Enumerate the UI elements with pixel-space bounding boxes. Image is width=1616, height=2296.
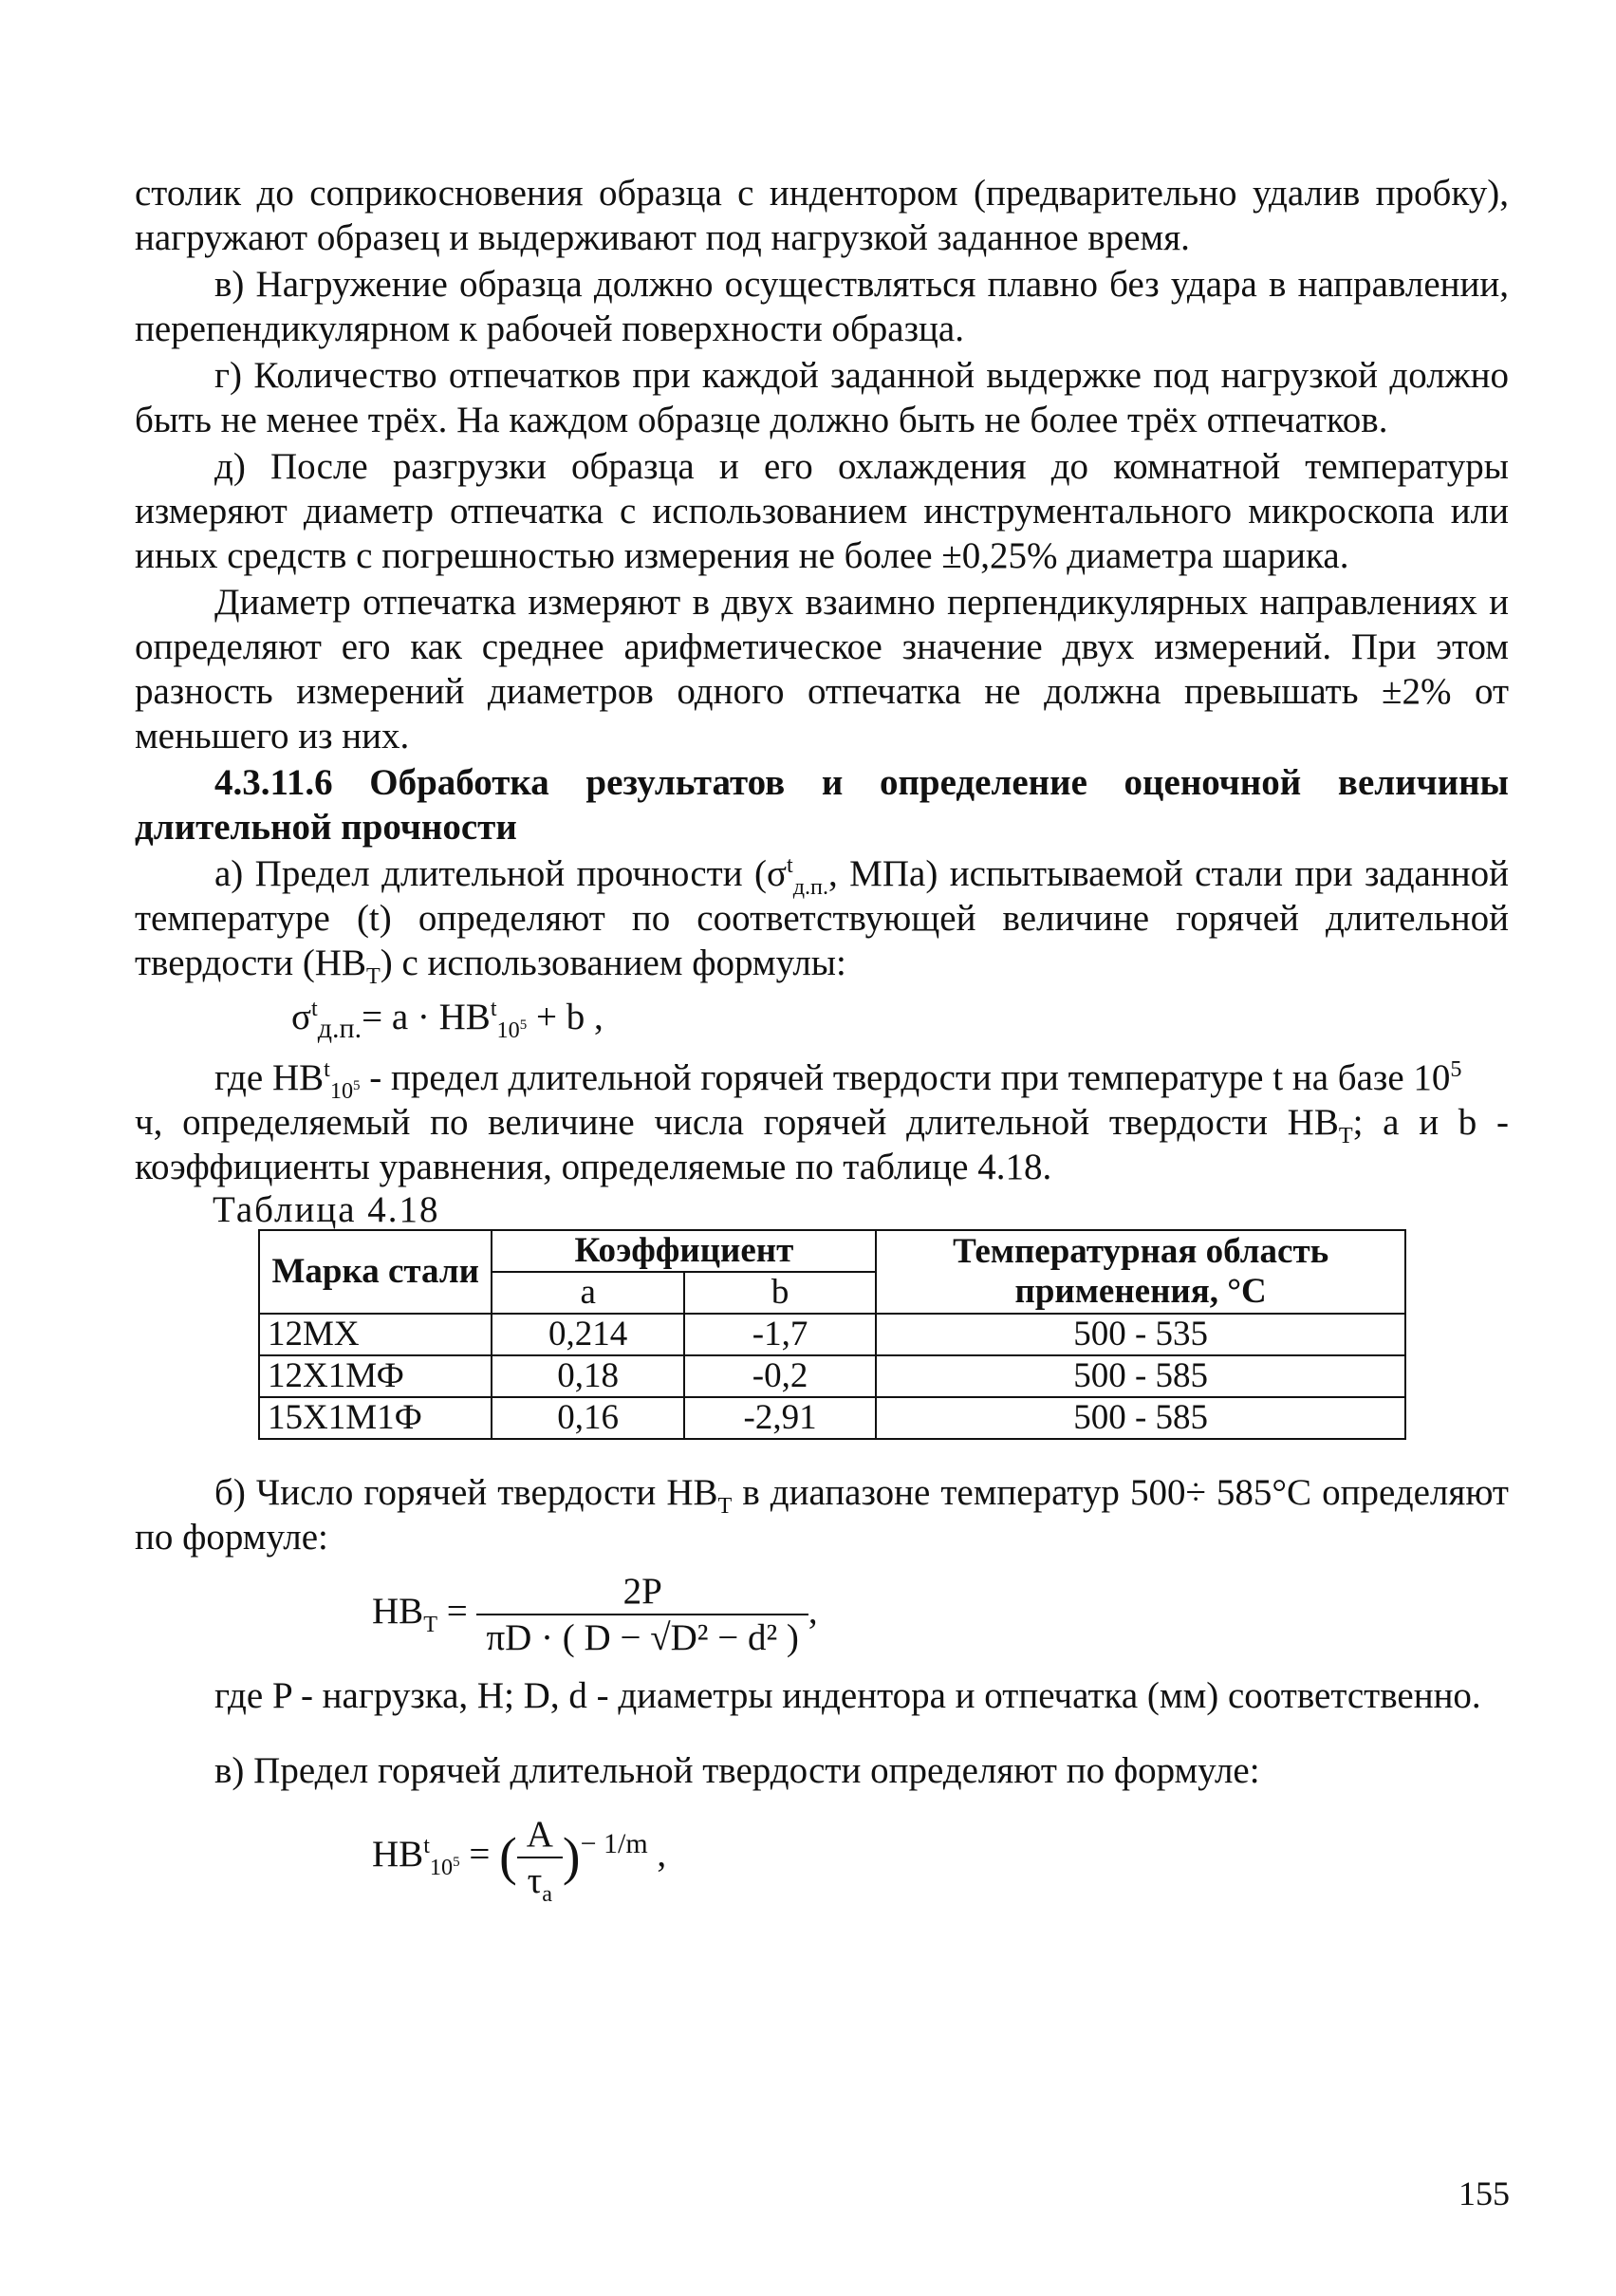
paragraph-continuation: столик до соприкосновения образца с индентором (предварительно удалив пробку), нагружают образец и выдерживают под нагрузкой заданное время. <box>135 173 1509 258</box>
paragraph-where-hb-cont: ч, определяемый по величине числа горячей длительной твердости $HB_T$; a и b - коэффициенты уравнения, определяемые по таблице 4.18. <box>135 1102 1509 1187</box>
paragraph-item-g: г) Количество отпечатков при каждой заданной выдержке под нагрузкой должно быть не менее трёх. На каждом образце должно быть не более трёх отпечатков. <box>135 355 1509 440</box>
paragraph-where-hb: где $HB^t_{10^5}$ - предел длительной горячей твердости при температуре t на базе $10^5$ <box>214 1056 1462 1104</box>
section-heading: 4.3.11.6 Обработка результатов и определение оценочной величины длительной прочности <box>135 762 1509 848</box>
page-body <box>135 171 1509 1926</box>
table-row: 15Х1М1Ф 0,16 -2,91 500 - 585 <box>259 1397 1405 1439</box>
header-coefficient: Коэффициент <box>492 1230 876 1272</box>
paragraph-where-p: где P - нагрузка, Н; D, d - диаметры индентора и отпечатка (мм) соответственно. <box>214 1675 1481 1716</box>
header-a: a <box>492 1272 683 1314</box>
page-number: 155 <box>1458 2175 1510 2212</box>
paragraph-item-d: д) После разгрузки образца и его охлаждения до комнатной температуры измеряют диаметр отпечатка с использованием инструментального микроскопа или иных средств с погрешностью измерения не более ±0,25% диаметра шарика. <box>135 446 1509 576</box>
header-grade: Марка стали <box>259 1230 492 1314</box>
formula-strength: $\sigma^t_{д.п.}= a \cdot HB^t_{10^5} + b$ , <box>291 996 604 1044</box>
paragraph-item-v: в) Нагружение образца должно осуществляться плавно без удара в направлении, перепендикулярном к рабочей поверхности образца. <box>135 264 1509 349</box>
paragraph-item-a: а) Предел длительной прочности ($\sigma^t_{д.п.}$, МПа) испытываемой стали при заданной температуре (t) определяют по соответствующей величине горячей длительной твердости $(HB_T)$ с использованием формулы: <box>135 852 1509 989</box>
table-row: 12МХ 0,214 -1,7 500 - 535 <box>259 1314 1405 1355</box>
header-temperature-range: Температурная область применения, °С <box>876 1230 1405 1314</box>
fraction: $\frac{2P}{\text{πD · ( D − √D² − d² )}}$ <box>476 1569 808 1660</box>
table-caption: Таблица 4.18 <box>213 1189 440 1230</box>
paragraph-diameter: Диаметр отпечатка измеряют в двух взаимно перпендикулярных направлениях и определяют его как среднее арифметическое значение двух измерений. При этом разность измерений диаметров одного отпечатка не должна превышать ±2% от меньшего из них. <box>135 582 1509 756</box>
coefficient-table <box>258 1229 1406 1440</box>
paragraph-item-b: б) Число горячей твердости $HB_T$ в диапазоне температур 500÷ 585°С определяют по формуле: <box>135 1472 1509 1558</box>
header-b: b <box>684 1272 876 1314</box>
formula-long-hardness: $HB^t_{10^5}$ = ( $\frac{A}{\tau_a}$ )$^{- 1/m}$ , <box>372 1814 667 1907</box>
formula-hardness: $HB_T$ = $\frac{2P}{\text{πD · ( D − √D² − d² )}}$ , <box>372 1571 818 1658</box>
paragraph-item-vv: в) Предел горячей длительной твердости определяют по формуле: <box>214 1750 1260 1791</box>
fraction: $\frac{A}{\tau_a}$ <box>517 1812 563 1903</box>
table-row: 12Х1МФ 0,18 -0,2 500 - 585 <box>259 1355 1405 1397</box>
table-header-row <box>259 1230 1405 1272</box>
